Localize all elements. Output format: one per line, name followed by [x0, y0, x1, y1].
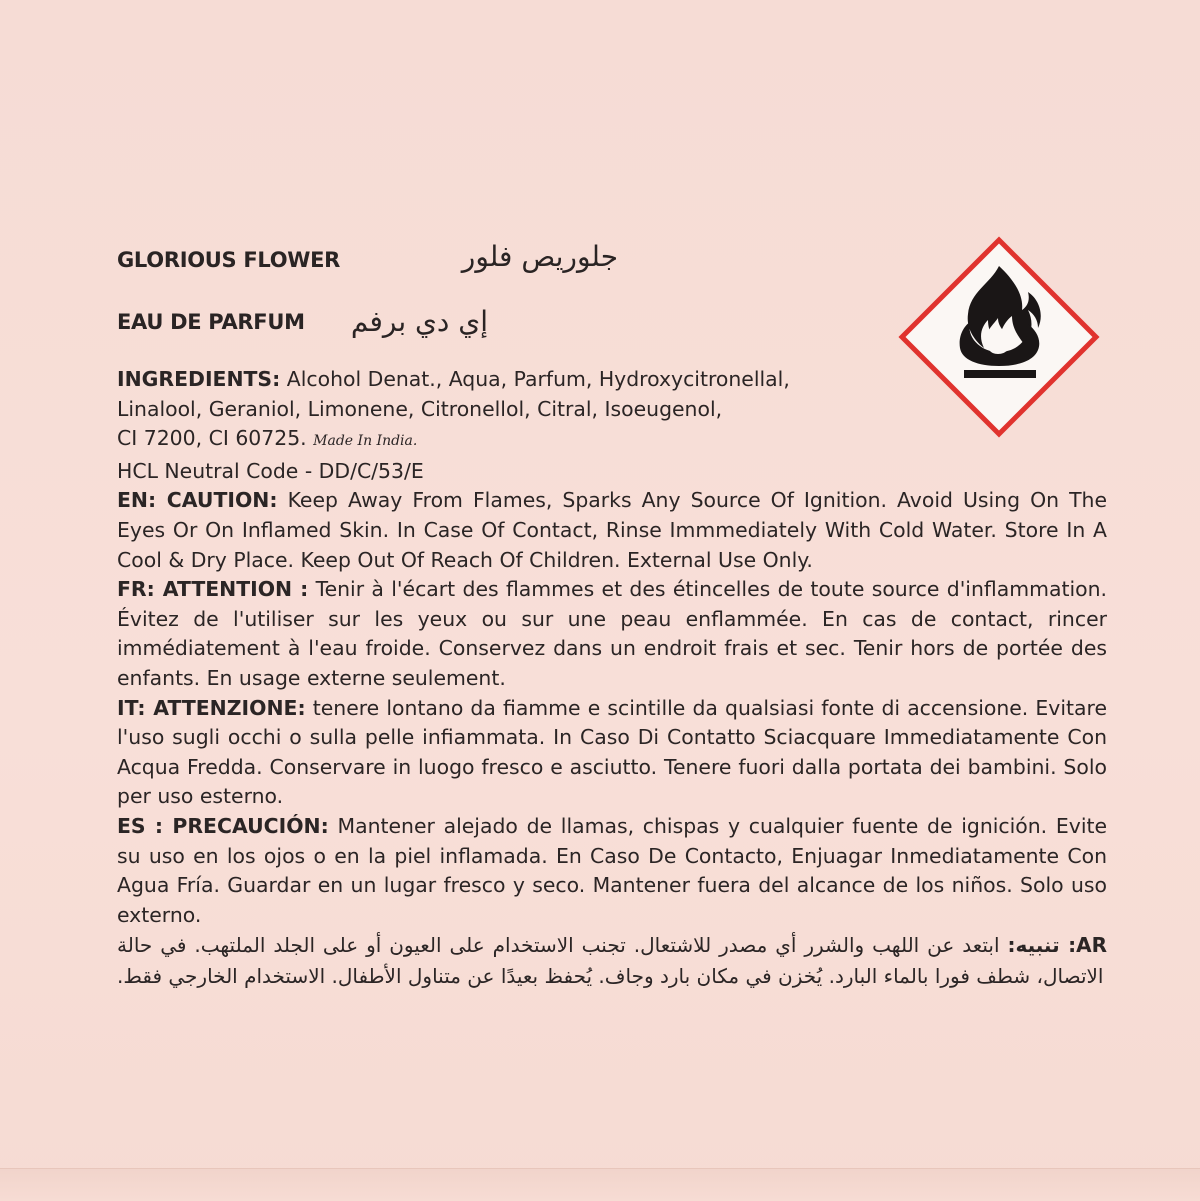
caution-es-text: Mantener alejado de llamas, chispas y cualquier fuente de ignición. Evite su uso en los ojos o en la piel inflamada. En Caso De Contacto, Enjuagar Inmediatamente Con Agua Fría. Guardar en un lugar fresco y seco. Mantener fuera del alcance de los niños. Solo uso externo. — [117, 813, 1108, 927]
caution-ar — [117, 930, 1107, 992]
caution-en — [117, 486, 1107, 575]
caution-en-label: EN: CAUTION: — [117, 488, 278, 513]
caution-fr-text: Tenir à l'écart des flammes et des étincelles de toute source d'inflammation. Évitez de l'utiliser sur les yeux ou sur une peau enflammée. En cas de contact, rincer immédiatement à l'eau froide. Conservez dans un endroit frais et sec. Tenir hors de portée des enfants. En usage externe seulement. — [117, 577, 1107, 690]
caution-ar-label: AR: تنبيه: — [1007, 933, 1107, 958]
label-body — [117, 365, 1107, 992]
caution-it — [117, 694, 1107, 812]
made-in-stamp: Made In India. — [313, 433, 418, 450]
ingredients-line-2: Linalool, Geraniol, Limonene, Citronellol, Citral, Isoeugenol, — [117, 396, 723, 421]
ingredients-line-3 — [117, 424, 889, 457]
product-name-arabic: جلوريص فلور — [461, 240, 618, 273]
caution-fr — [117, 575, 1107, 693]
ingredients-line-1 — [117, 365, 889, 395]
caution-es-label: ES : PRECAUCIÓN: — [117, 813, 329, 838]
caution-it-label: IT: ATTENZIONE: — [117, 695, 306, 720]
caution-en-text: Keep Away From Flames, Sparks Any Source Of Ignition. Avoid Using On The Eyes Or On Inflamed Skin. In Case Of Contact, Rinse Immmediately With Cold Water. Store In A Cool & Dry Place. Keep Out Of Reach Of Children. External Use Only. — [117, 488, 1107, 572]
ingredients-label: INGREDIENTS: — [117, 367, 281, 391]
product-name: GLORIOUS FLOWER — [117, 248, 341, 272]
caution-fr-label: FR: ATTENTION : — [117, 577, 309, 602]
caution-ar-text: ابتعد عن اللهب والشرر أي مصدر للاشتعال. تجنب الاستخدام على العيون أو على الجلد الملتهب. في حالة الاتصال، شطف فورا بالماء البارد. يُخزن في مكان بارد وجاف. يُحفظ بعيدًا عن متناول الأطفال. الاستخدام الخارجي فقط. — [117, 933, 1104, 989]
product-type: EAU DE PARFUM — [117, 310, 305, 334]
caution-it-text: tenere lontano da fiamme e scintille da qualsiasi fonte di accensione. Evitare l'uso sugli occhi o sulla pelle infiammata. In Caso Di Contatto Sciacquare Immediatamente Con Acqua Fredda. Conservare in luogo fresco e asciutto. Tenere fuori dalla portata dei bambini. Solo per uso esterno. — [117, 695, 1107, 809]
product-type-arabic: إي دي برفم — [350, 305, 488, 338]
hcl-code: HCL Neutral Code - DD/C/53/E — [117, 458, 424, 483]
box-bottom-edge — [0, 1168, 1200, 1201]
ingredients-text-1: Alcohol Denat., Aqua, Parfum, Hydroxycitronellal, — [286, 367, 790, 391]
ingredients-text-3: CI 7200, CI 60725. — [117, 426, 307, 451]
caution-es — [117, 812, 1107, 930]
